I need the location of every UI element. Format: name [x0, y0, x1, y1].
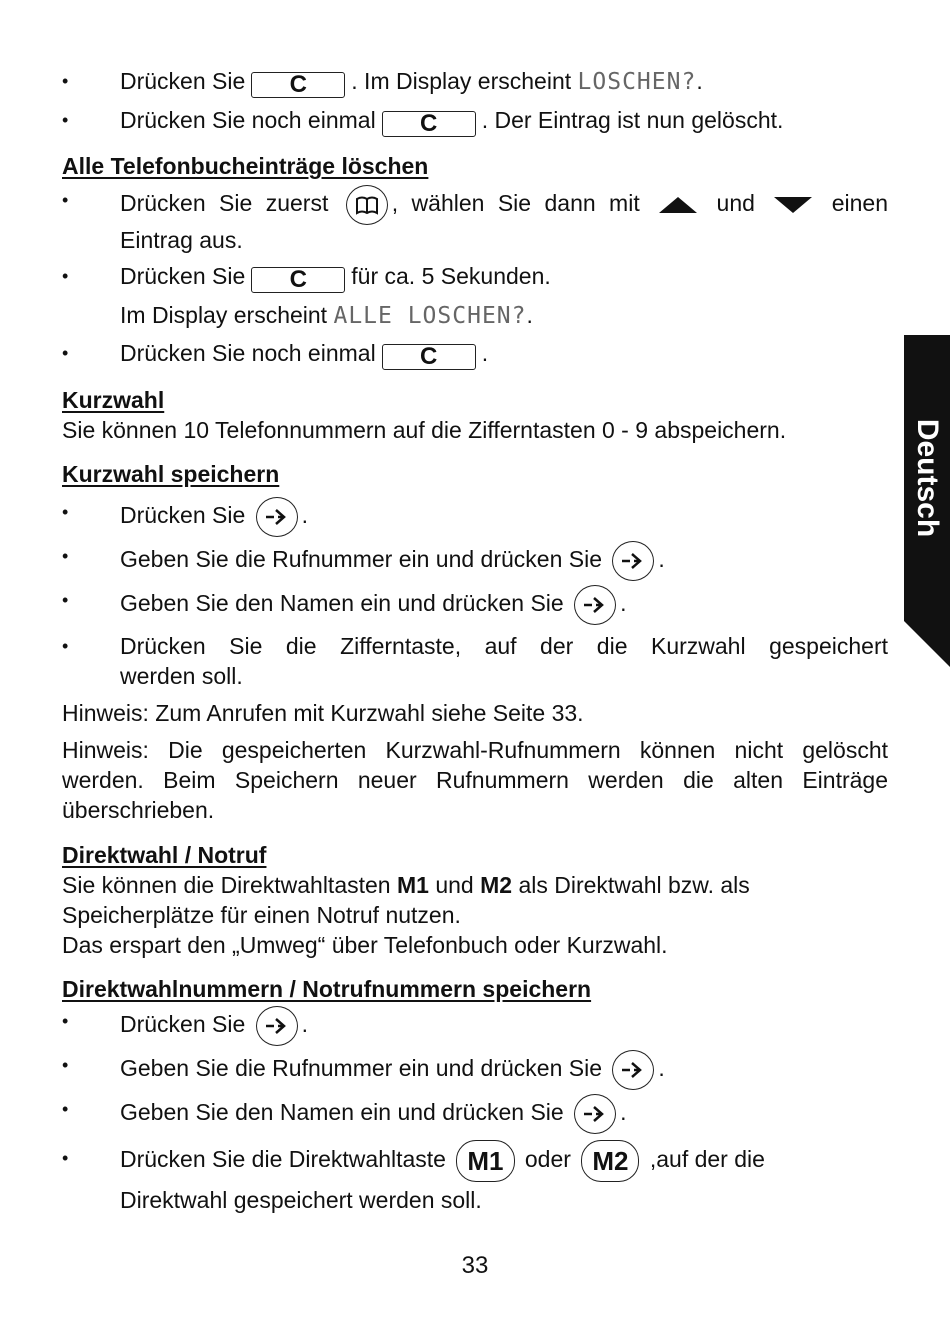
list-item: • Drücken Sie zuerst , wählen Sie dann mit und einen Eintrag aus.	[62, 185, 888, 255]
manual-page	[62, 58, 888, 1218]
language-tab-label: Deutsch	[911, 418, 944, 538]
section-heading: Direktwahlnummern / Notrufnummern speichern	[62, 976, 592, 1002]
paragraph: Sie können die Direktwahltasten M1 und M2 als Direktwahl bzw. als	[62, 872, 750, 898]
c-key: C	[251, 267, 345, 293]
list-item: • Geben Sie den Namen ein und drücken Sie .	[62, 1094, 888, 1134]
c-key: C	[382, 111, 476, 137]
language-tab	[904, 335, 950, 621]
enter-arrow-icon	[612, 1050, 654, 1090]
phonebook-icon	[346, 185, 388, 225]
enter-arrow-icon	[256, 1006, 298, 1046]
display-text: LOSCHEN?	[577, 69, 697, 95]
list-item: • Drücken Sie noch einmal C .	[62, 338, 888, 370]
section-heading: Direktwahl / Notruf	[62, 842, 267, 868]
note: Hinweis: Zum Anrufen mit Kurzwahl siehe Seite 33.	[62, 700, 584, 726]
list-item: • Drücken Sie die Direktwahltaste M1 oder M2 ,auf der die Direktwahl gespeichert werden soll.	[62, 1140, 888, 1218]
list-item: • Drücken Sie C für ca. 5 Sekunden. Im Display erscheint ALLE LOSCHEN?.	[62, 261, 888, 331]
list-item: • Drücken Sie .	[62, 497, 888, 537]
list-item: • Geben Sie den Namen ein und drücken Sie .	[62, 585, 888, 625]
page-number: 33	[461, 1252, 489, 1279]
m1-key: M1	[456, 1140, 514, 1182]
m2-key: M2	[581, 1140, 639, 1182]
c-key: C	[251, 72, 345, 98]
section-heading: Kurzwahl	[62, 387, 165, 413]
paragraph: Sie können 10 Telefonnummern auf die Zifferntasten 0 - 9 abspeichern.	[62, 417, 787, 443]
section-heading: Alle Telefonbucheinträge löschen	[62, 153, 429, 179]
c-key: C	[382, 344, 476, 370]
display-text: ALLE LOSCHEN?	[333, 303, 527, 329]
section-heading: Kurzwahl speichern	[62, 461, 280, 487]
list-item: • Drücken Sie .	[62, 1006, 888, 1046]
language-tab-corner	[904, 621, 950, 667]
enter-arrow-icon	[256, 497, 298, 537]
list-item: • Drücken Sie die Zifferntaste, auf der die Kurzwahl gespeichert werden soll.	[62, 631, 888, 691]
list-item: • Geben Sie die Rufnummer ein und drücken Sie .	[62, 1050, 888, 1090]
paragraph: Das erspart den „Umweg“ über Telefonbuch oder Kurzwahl.	[62, 932, 668, 958]
enter-arrow-icon	[612, 541, 654, 581]
enter-arrow-icon	[574, 585, 616, 625]
enter-arrow-icon	[574, 1094, 616, 1134]
up-arrow-icon	[659, 197, 697, 213]
list-item: • Drücken Sie noch einmal C . Der Eintrag ist nun gelöscht.	[62, 105, 888, 137]
note: Hinweis: Die gespeicherten Kurzwahl-Rufnummern können nicht gelöscht werden. Beim Speichern neuer Rufnummern werden die alten Einträge überschrieben.	[62, 737, 888, 823]
list-item: • Drücken Sie C . Im Display erscheint LOSCHEN?.	[62, 66, 888, 98]
paragraph: Speicherplätze für einen Notruf nutzen.	[62, 902, 461, 928]
list-item: • Geben Sie die Rufnummer ein und drücken Sie .	[62, 541, 888, 581]
down-arrow-icon	[774, 197, 812, 213]
